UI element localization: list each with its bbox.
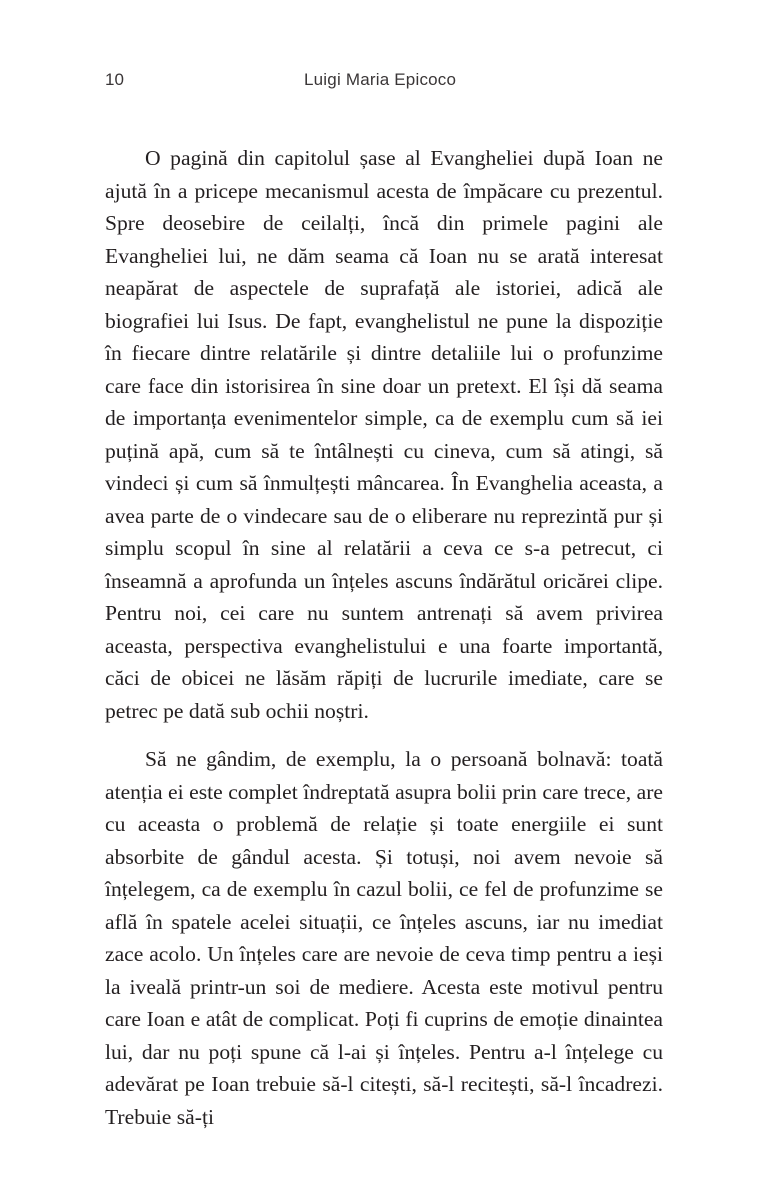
paragraph: O pagină din capitolul șase al Evangheliei după Ioan ne ajută în a pricepe mecanismul acesta de împăcare cu prezentul. Spre deosebire de ceilalți, încă din primele pagini ale Evangheliei lui, ne dăm seama că Ioan nu se arată interesat neapărat de aspectele de suprafață ale istoriei, adică ale biografiei lui Isus. De fapt, evanghelistul ne pune la dispoziție în fiecare dintre relatările și dintre detaliile lui o profunzime care face din istorisirea în sine doar un pretext. El își dă seama de importanța evenimentelor simple, ca de exemplu cum să iei puțină apă, cum să te întâlnești cu cineva, cum să atingi, să vindeci și cum să înmulțești mâncarea. În Evanghelia aceasta, a avea parte de o vindecare sau de o eliberare nu reprezintă pur și simplu scopul în sine al relatării a ceva ce s-a petrecut, ci înseamnă a aprofunda un înțeles ascuns îndărătul oricărei clipe. Pentru noi, cei care nu suntem antrenați să avem privirea aceasta, perspectiva evanghelistului e una foarte importantă, căci de obicei ne lăsăm răpiți de lucrurile imediate, care se petrec pe dată sub ochii noștri.	[105, 146, 663, 723]
body-text	[105, 142, 663, 1133]
paragraph: Să ne gândim, de exemplu, la o persoană bolnavă: toată atenția ei este complet îndreptată asupra bolii prin care trece, are cu aceasta o problemă de relație și toate energiile ei sunt absorbite de gândul acesta. Și totuși, noi avem nevoie să înțelegem, ca de exemplu în cazul bolii, ce fel de profunzime se află în spatele acelei situații, ce înțeles ascuns, iar nu imediat zace acolo. Un înțeles care are nevoie de ceva timp pentru a ieși la iveală printr-un soi de mediere. Acesta este motivul pentru care Ioan e atât de complicat. Poți fi cuprins de emoție dinaintea lui, dar nu poți spune că l-ai și înțeles. Pentru a-l înțelege cu adevărat pe Ioan trebuie să-l citești, să-l recitești, să-l încadrezi. Trebuie să-ți	[105, 747, 663, 1129]
running-head-author: Luigi Maria Epicoco	[304, 70, 457, 89]
page-header	[105, 70, 663, 94]
page-number: 10	[105, 70, 124, 89]
